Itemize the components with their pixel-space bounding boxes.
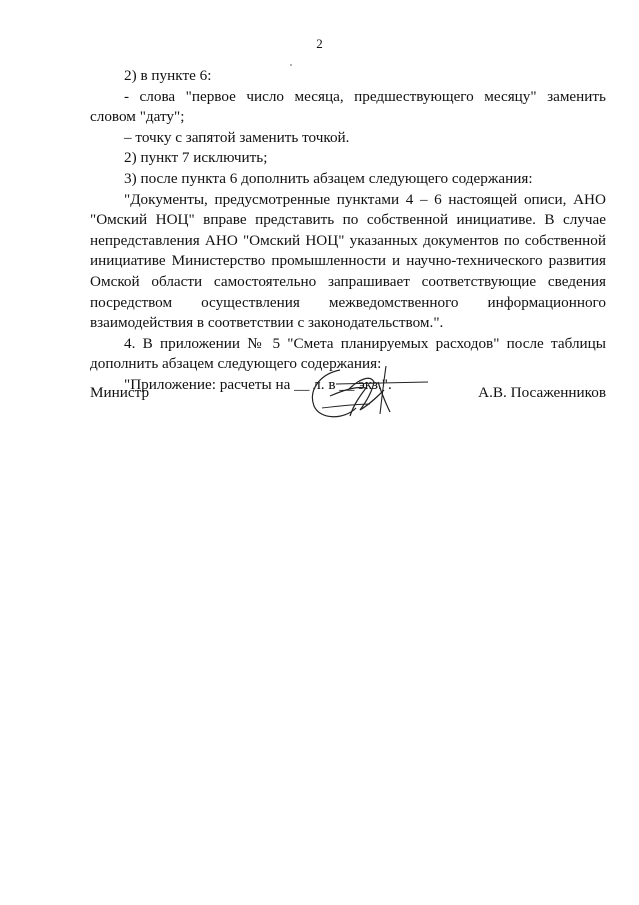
paragraph-attachment-quote: "Приложение: расчеты на __ л. в __ экз.". (124, 375, 392, 393)
paragraph-replace-semicolon: – точку с запятой заменить точкой. (124, 128, 350, 146)
paragraph-appendix-5: 4. В приложении № 5 "Смета планируемых расходов" после таблицы дополнить абзацем следующего содержания: (90, 334, 606, 373)
document-body (90, 66, 606, 396)
signer-name: А.В. Посаженников (478, 384, 606, 401)
paragraph-item-6-heading: 2) в пункте 6: (124, 67, 212, 84)
paragraph-documents-quote: "Документы, предусмотренные пунктами 4 – 6 настоящей описи, АНО "Омский НОЦ" вправе представить по собственной инициативе. В случае непредставления АНО "Омский НОЦ" указанных документов по собственной инициативе Министерство промышленности и научно-технического развития Омской области самостоятельно запрашивает соответствующие сведения посредством осуществления межведомственного информационного взаимодействия в соответствии с законодательством.". (90, 190, 606, 332)
paragraph-item-7-exclude: 2) пункт 7 исключить; (124, 149, 268, 167)
page-number: 2 (316, 36, 323, 51)
signer-title: Министр (90, 384, 150, 401)
handwritten-signature (300, 360, 430, 430)
signature-block (90, 372, 606, 442)
paragraph-add-after-item-6: 3) после пункта 6 дополнить абзацем следующего содержания: (124, 169, 533, 187)
paragraph-replace-words: - слова "первое число месяца, предшествующего месяцу" заменить словом "дату"; (90, 87, 606, 126)
